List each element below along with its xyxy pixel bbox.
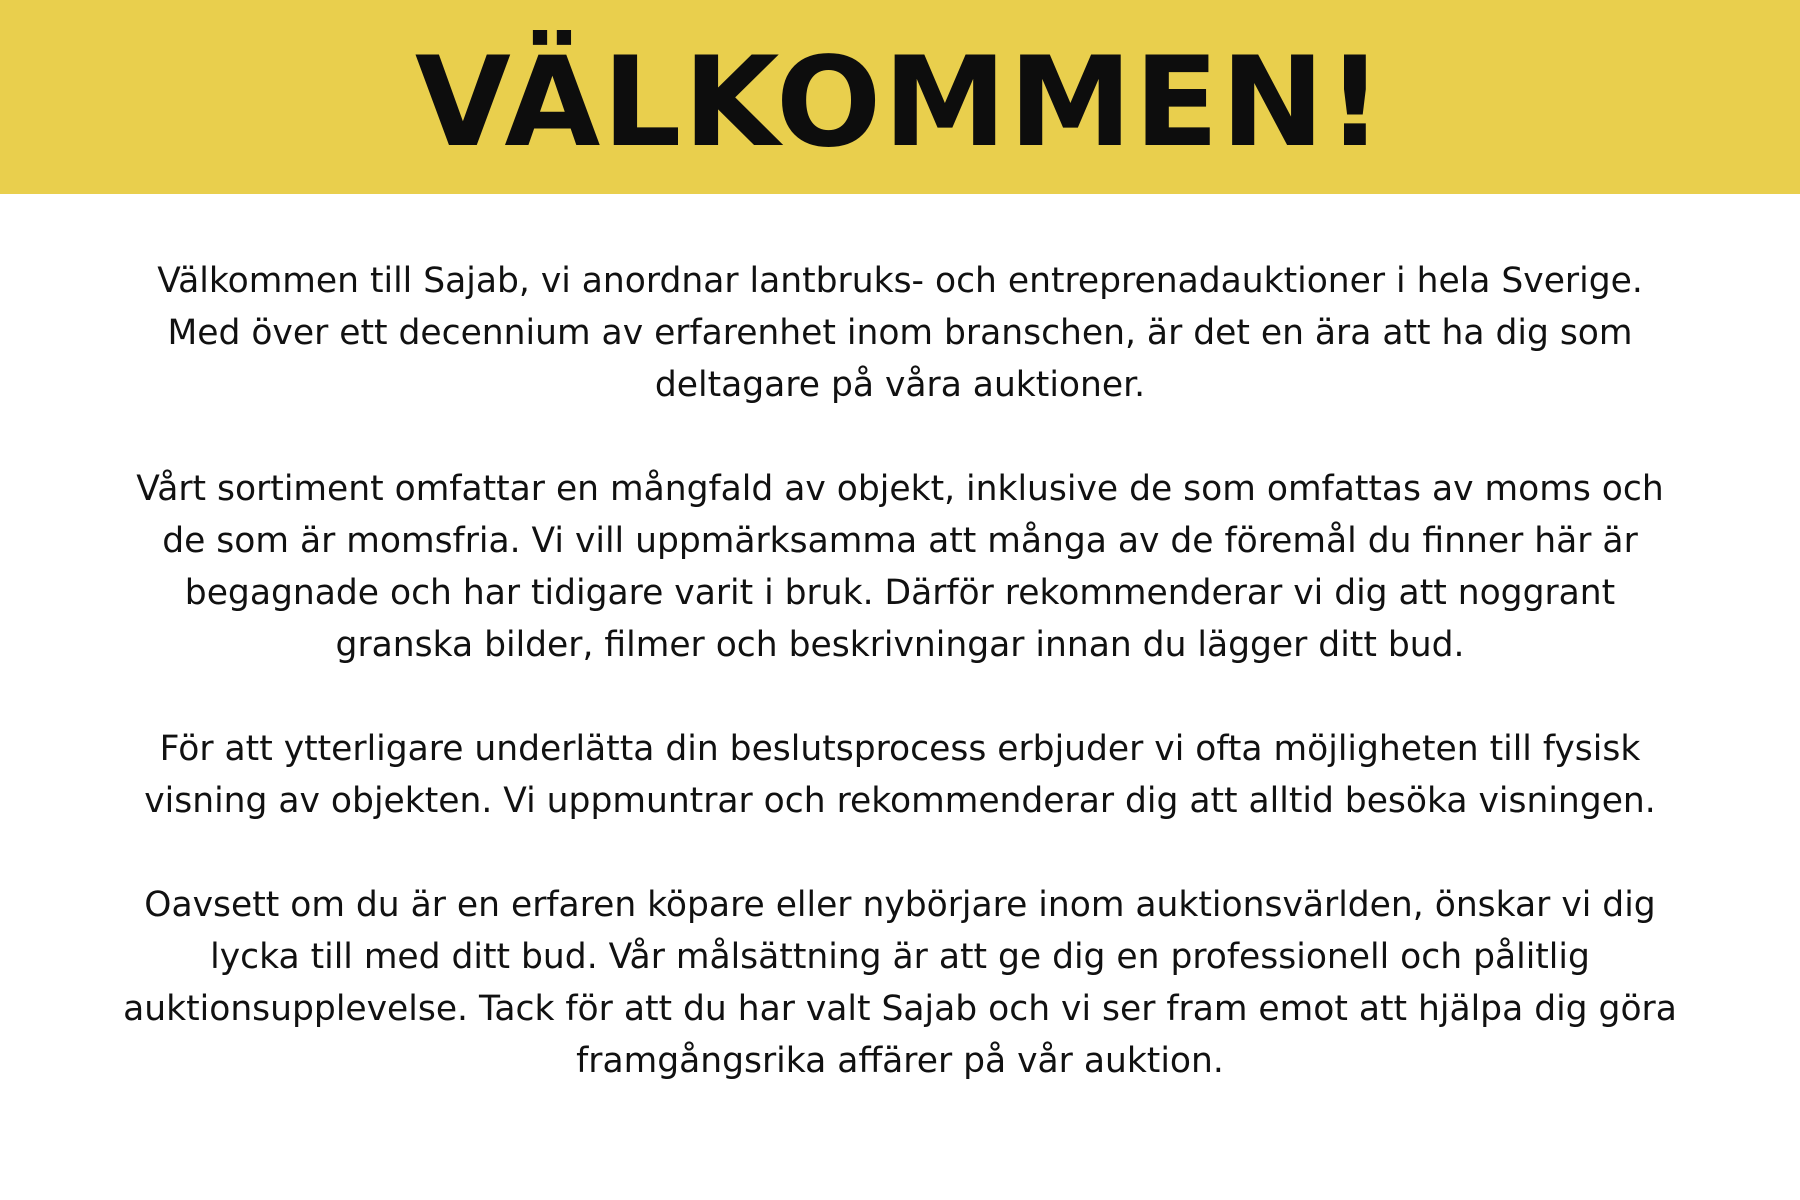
assortment-paragraph xyxy=(120,463,1680,671)
paragraph-line: visning av objekten. Vi uppmuntrar och rekommenderar dig att alltid besöka visningen. xyxy=(144,781,1656,821)
paragraph-line: lycka till med ditt bud. Vår målsättning är att ge dig en professionell och pålitlig xyxy=(210,937,1590,977)
paragraph-line: granska bilder, filmer och beskrivningar innan du lägger ditt bud. xyxy=(335,625,1465,665)
paragraph-line: auktionsupplevelse. Tack för att du har valt Sajab och vi ser fram emot att hjälpa dig göra xyxy=(123,989,1677,1029)
closing-paragraph xyxy=(120,879,1680,1087)
paragraph-line: Vårt sortiment omfattar en mångfald av objekt, inklusive de som omfattas av moms och xyxy=(136,469,1664,509)
viewing-paragraph xyxy=(120,723,1680,827)
paragraph-line: För att ytterligare underlätta din beslutsprocess erbjuder vi ofta möjligheten till fysisk xyxy=(159,729,1641,769)
page-title: VÄLKOMMEN! xyxy=(414,31,1386,175)
welcome-banner xyxy=(0,0,1800,194)
paragraph-line: framgångsrika affärer på vår auktion. xyxy=(576,1041,1224,1081)
paragraph-line: Med över ett decennium av erfarenhet inom branschen, är det en ära att ha dig som xyxy=(167,313,1633,353)
intro-paragraph xyxy=(120,255,1680,411)
paragraph-line: begagnade och har tidigare varit i bruk. Därför rekommenderar vi dig att noggrant xyxy=(184,573,1616,613)
paragraph-line: de som är momsfria. Vi vill uppmärksamma att många av de föremål du finner här är xyxy=(162,521,1638,561)
welcome-text-section xyxy=(120,194,1680,1087)
paragraph-line: deltagare på våra auktioner. xyxy=(654,365,1146,405)
paragraph-line: Välkommen till Sajab, vi anordnar lantbruks- och entreprenadauktioner i hela Sverige. xyxy=(157,261,1643,301)
paragraph-line: Oavsett om du är en erfaren köpare eller nybörjare inom auktionsvärlden, önskar vi dig xyxy=(144,885,1656,925)
